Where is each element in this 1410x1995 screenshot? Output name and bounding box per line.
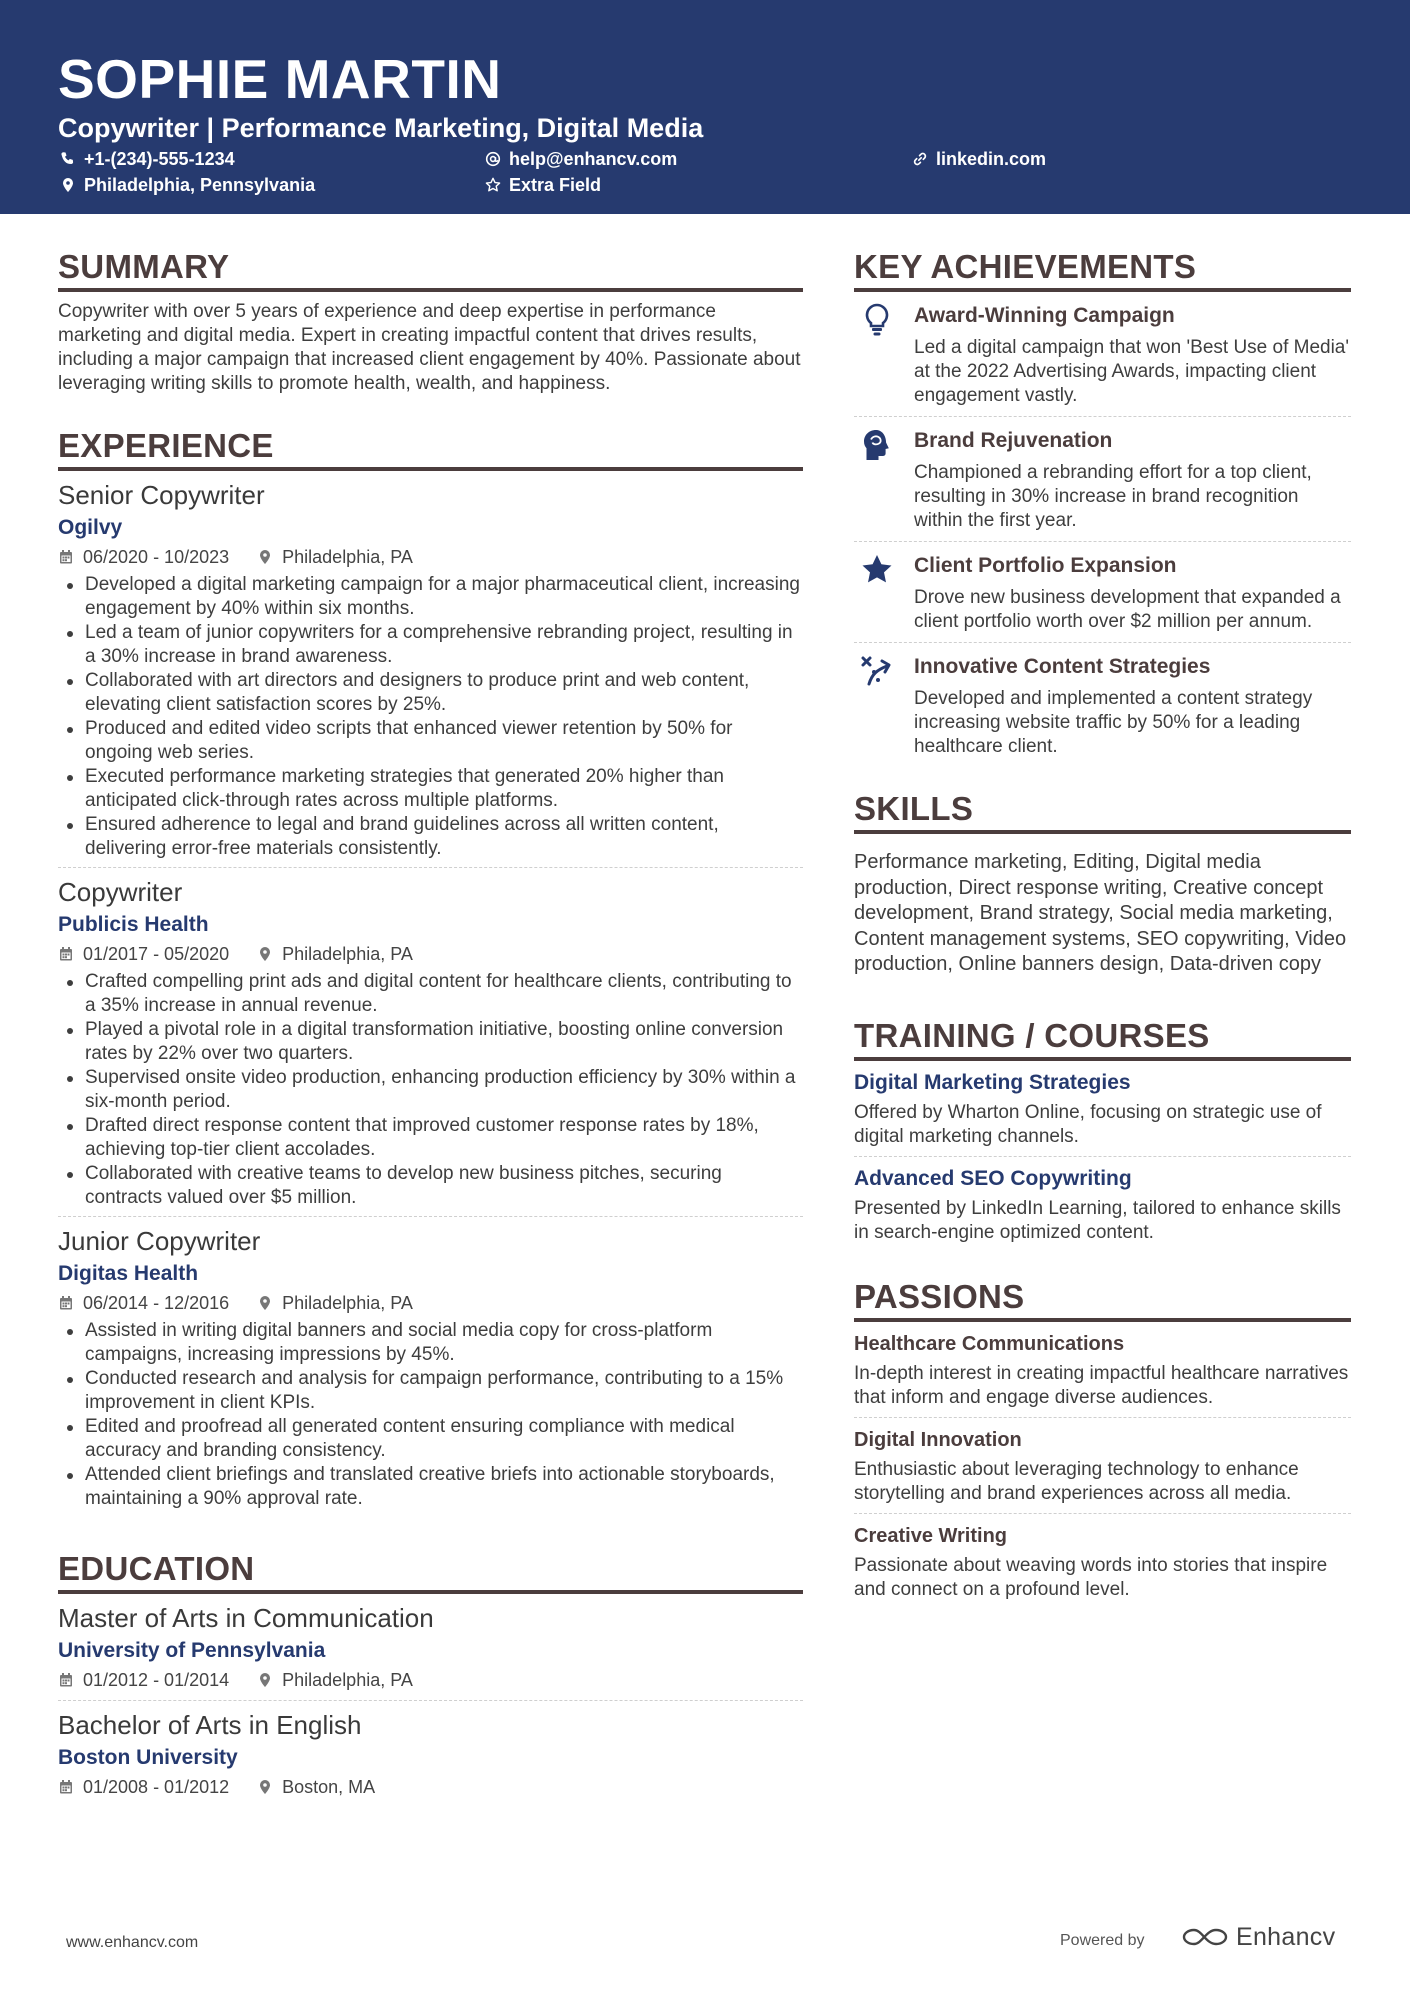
education-heading: EDUCATION	[58, 1550, 255, 1587]
star-icon	[860, 552, 894, 588]
training-desc: Presented by LinkedIn Learning, tailored to enhance skills in search-engine optimized content.	[854, 1197, 1341, 1243]
job-bullets	[58, 1319, 803, 1511]
achievement-body	[914, 653, 1351, 759]
achievement-body	[914, 552, 1351, 634]
experience-entry	[58, 876, 803, 1217]
calendar-icon	[58, 946, 74, 962]
job-title: Senior Copywriter	[58, 480, 265, 510]
section-divider	[854, 1057, 1351, 1061]
job-dates: 06/2014 - 12/2016	[83, 1293, 230, 1313]
job-location: Philadelphia, PA	[282, 1293, 413, 1313]
entry-divider	[58, 867, 803, 868]
passion-item	[854, 1522, 1351, 1602]
strategy-icon	[860, 653, 894, 689]
job-meta	[58, 1291, 803, 1315]
training-desc: Offered by Wharton Online, focusing on strategic use of digital marketing channels.	[854, 1101, 1322, 1147]
contact-phone	[60, 147, 235, 171]
company-name: Publicis Health	[58, 913, 209, 936]
entry-divider	[58, 1700, 803, 1701]
passion-title: Digital Innovation	[854, 1428, 1022, 1451]
section-divider	[854, 830, 1351, 834]
extra-field-text: Extra Field	[509, 175, 602, 195]
training-item	[854, 1165, 1351, 1245]
email-text[interactable]: help@enhancv.com	[509, 149, 678, 169]
contact-linkedin	[912, 147, 1046, 171]
contact-extra	[485, 173, 601, 197]
passion-title: Creative Writing	[854, 1524, 1007, 1547]
achievements-heading: KEY ACHIEVEMENTS	[854, 248, 1197, 285]
achievement-title: Brand Rejuvenation	[914, 429, 1113, 452]
training-heading: TRAINING / COURSES	[854, 1016, 1210, 1054]
passion-desc: Passionate about weaving words into stories that inspire and connect on a profound level.	[854, 1554, 1328, 1600]
location-pin-icon	[257, 1295, 273, 1311]
company-name: Ogilvy	[58, 516, 123, 539]
achievement-item	[854, 542, 1351, 640]
achievement-icon-wrap	[854, 302, 914, 408]
achievement-icon-wrap	[854, 552, 914, 634]
summary-section	[58, 245, 803, 396]
passion-item	[854, 1426, 1351, 1514]
phone-icon	[60, 151, 76, 167]
candidate-name: SOPHIE MARTIN	[58, 48, 502, 110]
candidate-headline: Copywriter | Performance Marketing, Digital Media	[58, 113, 704, 143]
lightbulb-icon	[860, 302, 894, 338]
bullet-item: Attended client briefings and translated creative briefs into actionable storyboards, maintaining a 90% approval rate.	[58, 1463, 803, 1511]
job-title: Copywriter	[58, 877, 183, 907]
footer-url[interactable]: www.enhancv.com	[66, 1934, 199, 1951]
bullet-item: Collaborated with creative teams to develop new business pitches, securing contracts valued over $5 million.	[58, 1162, 803, 1210]
education-section	[58, 1547, 803, 1799]
achievement-item	[854, 417, 1351, 539]
education-meta	[58, 1668, 803, 1692]
experience-entry	[58, 1225, 803, 1511]
education-entry	[58, 1602, 803, 1701]
location-pin-icon	[60, 177, 76, 193]
achievement-title: Client Portfolio Expansion	[914, 554, 1177, 577]
bullet-item: Produced and edited video scripts that enhanced viewer retention by 50% for ongoing web series.	[58, 717, 803, 765]
bullet-item: Developed a digital marketing campaign for a major pharmaceutical client, increasing engagement by 40% within six months.	[58, 573, 803, 621]
achievement-body	[914, 302, 1351, 408]
bullet-item: Led a team of junior copywriters for a comprehensive rebranding project, resulting in a 30% increase in brand awareness.	[58, 621, 803, 669]
training-section	[854, 1014, 1351, 1245]
right-column	[854, 245, 1351, 1602]
entry-divider	[58, 1216, 803, 1217]
bullet-item: Played a pivotal role in a digital transformation initiative, boosting online conversion rates by 22% over two quarters.	[58, 1018, 803, 1066]
education-dates: 01/2012 - 01/2014	[83, 1670, 230, 1690]
head-icon	[860, 427, 894, 463]
training-title: Digital Marketing Strategies	[854, 1070, 1131, 1094]
bullet-item: Collaborated with art directors and designers to produce print and web content, elevating client satisfaction scores by 25%.	[58, 669, 803, 717]
passion-desc: Enthusiastic about leveraging technology to enhance storytelling and brand experiences across all media.	[854, 1458, 1299, 1504]
location-pin-icon	[257, 1779, 273, 1795]
achievement-item	[854, 643, 1351, 765]
education-meta	[58, 1775, 803, 1799]
passions-heading: PASSIONS	[854, 1277, 1025, 1315]
training-title: Advanced SEO Copywriting	[854, 1166, 1132, 1190]
location-pin-icon	[257, 1672, 273, 1688]
education-entry	[58, 1709, 803, 1799]
passion-item	[854, 1330, 1351, 1418]
achievement-item	[854, 292, 1351, 414]
education-dates: 01/2008 - 01/2012	[83, 1777, 230, 1797]
at-icon	[485, 151, 501, 167]
skills-text: Performance marketing, Editing, Digital media production, Direct response writing, Creative concept development, Brand strategy, Social media marketing, Content management systems, SEO copywriting, Video production, Online banners design, Data-driven copy	[854, 851, 1347, 975]
achievement-desc: Developed and implemented a content strategy increasing website traffic by 50% for a leading healthcare client.	[914, 688, 1313, 757]
phone-text[interactable]: +1-(234)-555-1234	[84, 149, 235, 169]
job-title: Junior Copywriter	[58, 1226, 261, 1256]
bullet-item: Crafted compelling print ads and digital content for healthcare clients, contributing to a 35% increase in annual revenue.	[58, 970, 803, 1018]
calendar-icon	[58, 549, 74, 565]
passion-desc: In-depth interest in creating impactful healthcare narratives that inform and engage diverse audiences.	[854, 1362, 1349, 1408]
section-divider	[58, 1590, 803, 1594]
school-name: Boston University	[58, 1746, 238, 1769]
experience-entry	[58, 479, 803, 868]
enhancv-logo-icon	[1180, 1923, 1230, 1951]
achievement-icon-wrap	[854, 653, 914, 759]
location-pin-icon	[257, 946, 273, 962]
job-location: Philadelphia, PA	[282, 944, 413, 964]
job-dates: 06/2020 - 10/2023	[83, 547, 230, 567]
bullet-item: Executed performance marketing strategies that generated 20% higher than anticipated click-through rates across multiple platforms.	[58, 765, 803, 813]
location-text: Philadelphia, Pennsylvania	[84, 175, 316, 195]
section-divider	[58, 288, 803, 292]
star-outline-icon	[485, 177, 501, 193]
entry-divider	[854, 1513, 1351, 1514]
section-divider	[58, 467, 803, 471]
passions-section	[854, 1275, 1351, 1602]
company-name: Digitas Health	[58, 1262, 199, 1285]
contact-location	[60, 173, 315, 197]
contact-email	[485, 147, 677, 171]
bullet-item: Supervised onsite video production, enhancing production efficiency by 30% within a six-month period.	[58, 1066, 803, 1114]
achievements-section	[854, 245, 1351, 765]
brand-name: Enhancv	[1236, 1923, 1336, 1951]
job-meta	[58, 545, 803, 569]
location-pin-icon	[257, 549, 273, 565]
degree-title: Master of Arts in Communication	[58, 1603, 434, 1633]
achievement-body	[914, 427, 1351, 533]
skills-section	[854, 787, 1351, 978]
job-bullets	[58, 970, 803, 1210]
link-icon	[912, 151, 928, 167]
bullet-item: Assisted in writing digital banners and social media copy for cross-platform campaigns, increasing impressions by 45%.	[58, 1319, 803, 1367]
bullet-item: Ensured adherence to legal and brand guidelines across all written content, delivering error-free materials consistently.	[58, 813, 803, 861]
brand-logo[interactable]	[1180, 1922, 1335, 1952]
entry-divider	[854, 1156, 1351, 1157]
bullet-item: Edited and proofread all generated content ensuring compliance with medical accuracy and branding consistency.	[58, 1415, 803, 1463]
degree-title: Bachelor of Arts in English	[58, 1710, 362, 1740]
experience-section	[58, 424, 803, 1511]
job-bullets	[58, 573, 803, 861]
achievement-icon-wrap	[854, 427, 914, 533]
linkedin-text[interactable]: linkedin.com	[936, 149, 1047, 169]
job-location: Philadelphia, PA	[282, 547, 413, 567]
bullet-item: Conducted research and analysis for campaign performance, contributing to a 15% improvement in client KPIs.	[58, 1367, 803, 1415]
section-divider	[854, 1318, 1351, 1322]
passion-title: Healthcare Communications	[854, 1332, 1125, 1355]
achievement-desc: Led a digital campaign that won 'Best Use of Media' at the 2022 Advertising Awards, impacting client engagement vastly.	[914, 337, 1350, 406]
powered-by-label: Powered by	[1060, 1932, 1145, 1949]
left-column	[58, 245, 803, 1799]
experience-heading: EXPERIENCE	[58, 427, 274, 464]
achievement-title: Innovative Content Strategies	[914, 655, 1211, 678]
education-location: Philadelphia, PA	[282, 1670, 413, 1690]
job-dates: 01/2017 - 05/2020	[83, 944, 230, 964]
job-meta	[58, 942, 803, 966]
school-name: University of Pennsylvania	[58, 1639, 326, 1662]
summary-text: Copywriter with over 5 years of experience and deep expertise in performance marketing and digital media. Expert in creating impactful content that drives results, including a major campaign that increased client engagement by 40%. Passionate about leveraging writing skills to promote health, wealth, and happiness.	[58, 301, 801, 394]
skills-heading: SKILLS	[854, 790, 974, 827]
summary-heading: SUMMARY	[58, 248, 230, 285]
resume-header	[0, 0, 1410, 214]
education-location: Boston, MA	[282, 1777, 376, 1797]
training-item	[854, 1069, 1351, 1157]
achievement-title: Award-Winning Campaign	[914, 304, 1175, 327]
calendar-icon	[58, 1295, 74, 1311]
calendar-icon	[58, 1779, 74, 1795]
achievement-desc: Drove new business development that expanded a client portfolio worth over $2 million per annum.	[914, 587, 1341, 632]
achievement-desc: Championed a rebranding effort for a top client, resulting in 30% increase in brand recognition within the first year.	[914, 462, 1312, 531]
entry-divider	[854, 1417, 1351, 1418]
calendar-icon	[58, 1672, 74, 1688]
bullet-item: Drafted direct response content that improved customer response rates by 18%, achieving top-tier client accolades.	[58, 1114, 803, 1162]
